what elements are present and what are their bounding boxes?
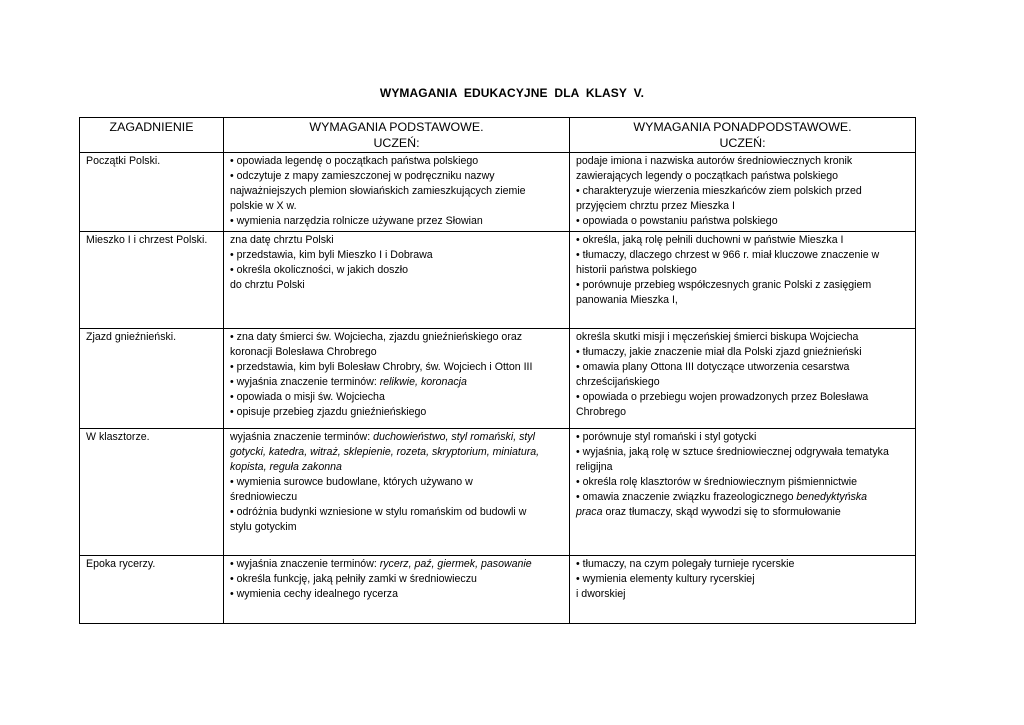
page-title: WYMAGANIA EDUKACYJNE DLA KLASY V. bbox=[379, 86, 645, 100]
requirement-text: • przedstawia, kim byli Mieszko I i Dobrawa bbox=[230, 249, 433, 261]
requirement-line bbox=[576, 169, 909, 184]
requirement-line bbox=[576, 360, 909, 375]
requirement-line bbox=[230, 345, 563, 360]
requirement-text: • określa, jaką rolę pełnili duchowni w państwie Mieszka I bbox=[576, 234, 844, 246]
term-text: kopista, reguła zakonna bbox=[230, 461, 342, 473]
requirement-line bbox=[230, 154, 563, 169]
topic-label: Początki Polski. bbox=[86, 155, 161, 167]
extended-requirements-cell bbox=[570, 232, 916, 329]
requirement-line bbox=[230, 233, 563, 248]
requirement-text: podaje imiona i nazwiska autorów średniowiecznych kronik bbox=[576, 155, 853, 167]
requirement-line bbox=[230, 405, 563, 420]
header-extended bbox=[570, 118, 916, 153]
extended-requirements-cell bbox=[570, 153, 916, 232]
requirement-line bbox=[576, 278, 909, 293]
requirement-text: Chrobrego bbox=[576, 406, 627, 418]
requirement-text: wyjaśnia znaczenie terminów: bbox=[230, 431, 374, 443]
requirement-line bbox=[230, 330, 563, 345]
requirement-text: • wyjaśnia znaczenie terminów: bbox=[230, 558, 380, 570]
requirement-line bbox=[576, 405, 909, 420]
requirement-line bbox=[576, 475, 909, 490]
requirement-line bbox=[576, 345, 909, 360]
table-header-row bbox=[80, 118, 916, 153]
requirement-text: • wymienia narzędzia rolnicze używane przez Słowian bbox=[230, 215, 483, 227]
requirement-text: • opisuje przebieg zjazdu gnieźnieńskiego bbox=[230, 406, 427, 418]
term-text: relikwie, koronacja bbox=[379, 376, 467, 388]
extended-requirements-cell bbox=[570, 556, 916, 624]
requirement-line bbox=[576, 293, 909, 308]
requirement-text: • wymienia cechy idealnego rycerza bbox=[230, 588, 398, 600]
requirement-text: • określa okoliczności, w jakich doszło bbox=[230, 264, 408, 276]
requirement-text: • tłumaczy, dlaczego chrzest w 966 r. miał kluczowe znaczenie w bbox=[576, 249, 880, 261]
requirement-line bbox=[576, 199, 909, 214]
requirement-text: • opowiada legendę o początkach państwa polskiego bbox=[230, 155, 479, 167]
requirement-line bbox=[230, 460, 563, 475]
table-row bbox=[80, 329, 916, 429]
requirement-text: do chrztu Polski bbox=[230, 279, 305, 291]
topic-label: Zjazd gnieźnieński. bbox=[86, 331, 177, 343]
requirement-line bbox=[576, 572, 909, 587]
requirement-line bbox=[230, 557, 563, 572]
requirement-line bbox=[576, 233, 909, 248]
term-text: gotycki, katedra, witraż, sklepienie, rozeta, skryptorium, miniatura, bbox=[230, 446, 540, 458]
basic-requirements-cell bbox=[224, 232, 570, 329]
requirement-line bbox=[576, 330, 909, 345]
requirement-text: koronacji Bolesława Chrobrego bbox=[230, 346, 377, 358]
extended-requirements-cell bbox=[570, 329, 916, 429]
topic-cell bbox=[80, 429, 224, 556]
requirement-text: polskie w X w. bbox=[230, 200, 297, 212]
requirement-text: • opowiada o przebiegu wojen prowadzonych przez Bolesława bbox=[576, 391, 869, 403]
requirement-line bbox=[576, 490, 909, 505]
requirement-text: • opowiada o powstaniu państwa polskiego bbox=[576, 215, 778, 227]
requirements-table bbox=[79, 117, 916, 624]
requirement-line bbox=[230, 263, 563, 278]
requirement-line bbox=[230, 169, 563, 184]
header-basic bbox=[224, 118, 570, 153]
topic-label: Epoka rycerzy. bbox=[86, 558, 156, 570]
term-text: praca bbox=[576, 506, 603, 518]
requirement-text: • omawia znaczenie związku frazeologicznego bbox=[576, 491, 797, 503]
requirement-text: historii państwa polskiego bbox=[576, 264, 697, 276]
term-text: benedyktyńska bbox=[796, 491, 868, 503]
requirement-text: • wymienia elementy kultury rycerskiej bbox=[576, 573, 755, 585]
requirement-line bbox=[230, 587, 563, 602]
requirement-text: • opowiada o misji św. Wojciecha bbox=[230, 391, 385, 403]
requirement-line bbox=[576, 390, 909, 405]
requirement-line bbox=[576, 587, 909, 602]
topic-cell bbox=[80, 153, 224, 232]
requirement-text: • odróżnia budynki wzniesione w stylu romańskim od budowli w bbox=[230, 506, 527, 518]
requirement-line bbox=[230, 360, 563, 375]
requirement-text: • odczytuje z mapy zamieszczonej w podręczniku nazwy bbox=[230, 170, 495, 182]
requirement-line bbox=[230, 520, 563, 535]
table-row bbox=[80, 429, 916, 556]
requirement-text: • wymienia surowce budowlane, których używano w bbox=[230, 476, 473, 488]
requirement-line bbox=[576, 248, 909, 263]
basic-requirements-cell bbox=[224, 153, 570, 232]
requirement-line bbox=[576, 214, 909, 229]
requirement-text: przyjęciem chrztu przez Mieszka I bbox=[576, 200, 735, 212]
requirement-line bbox=[230, 184, 563, 199]
header-topic bbox=[80, 118, 224, 153]
topic-cell bbox=[80, 556, 224, 624]
requirement-text: panowania Mieszka I, bbox=[576, 294, 678, 306]
requirement-text: i dworskiej bbox=[576, 588, 626, 600]
requirement-text: oraz tłumaczy, skąd wywodzi się to sformułowanie bbox=[602, 506, 841, 518]
requirement-text: • tłumaczy, na czym polegały turnieje rycerskie bbox=[576, 558, 795, 570]
requirement-line bbox=[230, 214, 563, 229]
header-extended-line: UCZEŃ: bbox=[719, 136, 766, 150]
requirement-line bbox=[576, 184, 909, 199]
requirement-text: najważniejszych plemion słowiańskich zamieszkujących ziemie bbox=[230, 185, 526, 197]
requirement-text: • określa rolę klasztorów w średniowiecznym piśmiennictwie bbox=[576, 476, 858, 488]
requirement-text: średniowieczu bbox=[230, 491, 298, 503]
term-text: duchowieństwo, styl romański, styl bbox=[373, 431, 535, 443]
requirement-text: określa skutki misji i męczeńskiej śmierci biskupa Wojciecha bbox=[576, 331, 859, 343]
requirement-text: zna datę chrztu Polski bbox=[230, 234, 334, 246]
requirement-text: chrześcijańskiego bbox=[576, 376, 660, 388]
topic-cell bbox=[80, 329, 224, 429]
requirement-line bbox=[230, 390, 563, 405]
requirement-line bbox=[576, 154, 909, 169]
header-basic-line: WYMAGANIA PODSTAWOWE. bbox=[309, 120, 484, 134]
requirement-line bbox=[230, 572, 563, 587]
requirement-line bbox=[576, 430, 909, 445]
requirement-text: zawierających legendy o początkach państwa polskiego bbox=[576, 170, 839, 182]
requirement-line bbox=[230, 505, 563, 520]
requirement-line bbox=[230, 248, 563, 263]
table-row bbox=[80, 556, 916, 624]
requirement-text: • tłumaczy, jakie znaczenie miał dla Polski zjazd gnieźnieński bbox=[576, 346, 862, 358]
requirement-line bbox=[576, 557, 909, 572]
requirement-text: • określa funkcję, jaką pełniły zamki w średniowieczu bbox=[230, 573, 477, 585]
basic-requirements-cell bbox=[224, 429, 570, 556]
term-text: rycerz, paź, giermek, pasowanie bbox=[379, 558, 532, 570]
topic-label: Mieszko I i chrzest Polski. bbox=[86, 234, 208, 246]
requirement-text: • porównuje styl romański i styl gotycki bbox=[576, 431, 757, 443]
topic-label: W klasztorze. bbox=[86, 431, 150, 443]
table-row bbox=[80, 232, 916, 329]
basic-requirements-cell bbox=[224, 556, 570, 624]
requirement-line bbox=[576, 263, 909, 278]
requirement-line bbox=[576, 505, 909, 520]
requirement-text: • zna daty śmierci św. Wojciecha, zjazdu gnieźnieńskiego oraz bbox=[230, 331, 523, 343]
requirement-text: • przedstawia, kim byli Bolesław Chrobry, św. Wojciech i Otton III bbox=[230, 361, 533, 373]
header-topic-label: ZAGADNIENIE bbox=[109, 120, 194, 134]
table-body bbox=[80, 153, 916, 624]
topic-cell bbox=[80, 232, 224, 329]
header-basic-line: UCZEŃ: bbox=[373, 136, 420, 150]
requirement-line bbox=[576, 375, 909, 390]
basic-requirements-cell bbox=[224, 329, 570, 429]
requirement-text: • porównuje przebieg współczesnych granic Polski z zasięgiem bbox=[576, 279, 872, 291]
header-extended-line: WYMAGANIA PONADPODSTAWOWE. bbox=[633, 120, 852, 134]
requirement-text: religijna bbox=[576, 461, 613, 473]
requirement-line bbox=[230, 199, 563, 214]
requirement-text: • omawia plany Ottona III dotyczące utworzenia cesarstwa bbox=[576, 361, 850, 373]
requirement-line bbox=[576, 460, 909, 475]
requirement-line bbox=[230, 375, 563, 390]
requirement-line bbox=[230, 278, 563, 293]
requirement-line bbox=[230, 430, 563, 445]
extended-requirements-cell bbox=[570, 429, 916, 556]
requirement-text: • wyjaśnia, jaką rolę w sztuce średniowiecznej odgrywała tematyka bbox=[576, 446, 889, 458]
requirement-line bbox=[230, 475, 563, 490]
requirement-text: • wyjaśnia znaczenie terminów: bbox=[230, 376, 380, 388]
requirement-line bbox=[230, 445, 563, 460]
requirement-line bbox=[230, 490, 563, 505]
requirement-text: stylu gotyckim bbox=[230, 521, 297, 533]
requirement-line bbox=[576, 445, 909, 460]
table-row bbox=[80, 153, 916, 232]
requirement-text: • charakteryzuje wierzenia mieszkańców ziem polskich przed bbox=[576, 185, 862, 197]
